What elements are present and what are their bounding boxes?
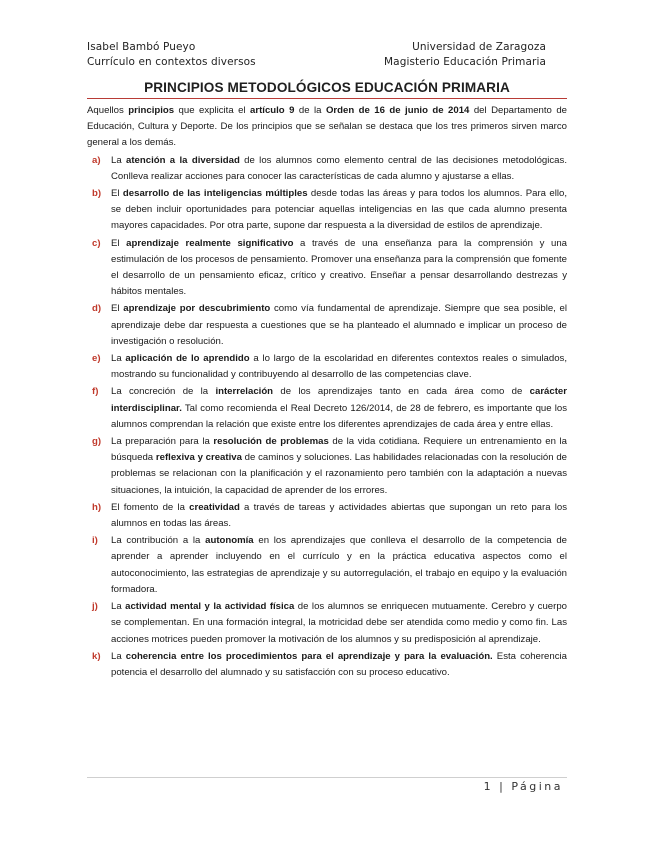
list-item-label: h) [92, 501, 102, 513]
text-segment: de los aprendizajes tanto en cada área como de [273, 386, 530, 398]
text-segment: de la vida cotidiana. Requiere un entrenamiento en la búsqueda [111, 436, 568, 464]
footer-separator: | [499, 780, 506, 793]
header-author: Isabel Bambó Pueyo [87, 41, 196, 53]
page-number: 1 [483, 780, 494, 793]
text-segment: La [111, 154, 127, 166]
bold-text: coherencia entre los procedimientos para el aprendizaje y para la evaluación. [125, 650, 493, 662]
bold-text: actividad mental y la actividad física [125, 601, 295, 613]
list-item [87, 434, 567, 499]
bold-text: desarrollo de las inteligencias múltiples [122, 188, 308, 200]
text-segment: La preparación para la [111, 436, 214, 448]
text-segment: de caminos y soluciones. Las habilidades relacionadas con la resolución de problemas se relacionan con la planificación y el razonamiento pero también con la adaptación a nuevas situaciones, la intuición, la capacidad de aprender de los errores. [111, 452, 567, 496]
text-segment: de los alumnos como elemento central de las decisiones metodológicas. Conlleva realizar acciones para conocer las características de cada alumno y ajustarse a ellas. [111, 154, 567, 182]
text-segment: Esta coherencia potencia el desarrollo del alumnado y su satisfacción con su proceso educativo. [111, 650, 567, 678]
bold-text: atención a la diversidad [126, 154, 240, 166]
list-item [87, 384, 567, 433]
list-item-label: j) [92, 601, 98, 613]
title-underline [87, 98, 567, 99]
bold-text: carácter interdisciplinar. [111, 386, 567, 414]
list-item-label: b) [92, 188, 102, 200]
text-segment: de los alumnos se enriquecen mutuamente. Cerebro y cuerpo se complementan. En una formación integral, la motricidad debe ser atendida como medio y como fin. Las acciones motrices pueden promover la motivación de los alumnos y su predisposición al aprendizaje. [111, 601, 568, 645]
text-segment: La concreción de la [111, 386, 216, 398]
list-item-label: g) [92, 436, 102, 448]
text-segment: Aquellos [87, 105, 129, 116]
document-body [87, 103, 567, 682]
page-label: Página [511, 780, 563, 793]
text-segment: La [111, 353, 126, 365]
text-segment: Tal como recomienda el Real Decreto 126/2014, de 28 de febrero, es importante que los alumnos comprendan la relación que existe entre los diferentes aprendizajes de cada área y entre ellas. [111, 402, 567, 430]
bold-text: artículo 9 [250, 105, 295, 116]
text-segment: El fomento de la [111, 501, 190, 513]
list-item-label: k) [92, 650, 101, 662]
header-right [370, 40, 546, 69]
text-segment: El [111, 237, 127, 249]
text-segment: a través de una enseñanza para la comprensión y una estimulación de los procesos de pensamiento. Promover una enseñanza para la comprensión que fomente el desarrollo de un pensamiento eficaz, crítico y creativo. Enseñar a pensar desarrollando destrezas y hábitos mentales. [111, 237, 567, 298]
text-segment: que explicita el [174, 105, 251, 116]
page-footer [87, 780, 563, 793]
bold-text: reflexiva y creativa [155, 452, 242, 464]
bold-text: principios [128, 105, 175, 116]
text-segment: La [111, 650, 126, 662]
bold-text: creatividad [189, 501, 240, 513]
bold-text: Orden de 16 de junio de 2014 [325, 105, 470, 116]
intro-paragraph [87, 103, 567, 152]
text-segment: a través de tareas y actividades abiertas que supongan un reto para los alumnos en todas las áreas. [111, 501, 567, 530]
bold-text: aprendizaje realmente significativo [126, 237, 294, 249]
text-segment: La contribución a la [111, 535, 206, 547]
bold-text: aprendizaje por descubrimiento [123, 303, 271, 315]
header-subject: Currículo en contextos diversos [87, 55, 256, 68]
page-title: PRINCIPIOS METODOLÓGICOS EDUCACIÓN PRIMARIA [144, 80, 510, 95]
text-segment: La [111, 601, 126, 613]
list-item [87, 599, 567, 648]
text-segment: como vía fundamental de aprendizaje. Siempre que sea posible, el aprendizaje debe dar respuesta a cuestiones que se ha planteado el alumnado e implicar un proceso de investigación o resolución. [111, 303, 567, 347]
list-item-label: d) [92, 303, 102, 315]
text-segment: de la [294, 105, 326, 116]
header-program: Magisterio Educación Primaria [384, 55, 546, 68]
list-item [87, 533, 567, 598]
list-item [87, 649, 567, 681]
bold-text: aplicación de lo aprendido [125, 353, 250, 365]
list-item [87, 236, 567, 301]
text-segment: El [111, 303, 124, 315]
text-segment: desde todas las áreas y para todos los alumnos. Para ello, se deben incluir oportunidades para potenciar aquellas inteligencias en las que cada alumno presenta mayores capacidades. Por otra parte, supone dar respuesta a la diversidad de estilos de aprendizaje. [111, 188, 567, 232]
bold-text: interrelación [215, 386, 274, 398]
list-item [87, 500, 567, 532]
bold-text: resolución de problemas [213, 436, 329, 448]
footer-divider [87, 777, 567, 778]
list-item [87, 153, 567, 185]
header-left [87, 40, 256, 69]
list-item-label: a) [92, 154, 101, 166]
list-item [87, 301, 567, 350]
list-item-label: e) [92, 353, 101, 365]
list-item-label: i) [92, 535, 98, 547]
list-item-label: c) [92, 237, 101, 249]
principles-list [87, 153, 567, 682]
header-university: Universidad de Zaragoza [412, 41, 546, 53]
list-item [87, 186, 567, 235]
bold-text: autonomía [205, 535, 254, 547]
text-segment: El [111, 188, 123, 200]
list-item-label: f) [92, 386, 99, 398]
text-segment: a lo largo de la escolaridad en diferentes contextos reales o simulados, mostrando su funcionalidad y contribuyendo al desarrollo de las competencias clave. [111, 353, 568, 381]
text-segment: en los aprendizajes que conlleva el desarrollo de la competencia de aprender a aprender incluyendo en el currículo y en la práctica educativa aspectos como el autoconocimiento, las estrategias de aprendizaje y su autorregulación, el trabajo en equipo y la evaluación formadora. [111, 535, 567, 595]
text-segment: del Departamento de Educación, Cultura y Deporte. De los principios que se señalan se destaca que los tres primeros sirven marco general a los demás. [87, 105, 567, 149]
list-item [87, 351, 567, 383]
